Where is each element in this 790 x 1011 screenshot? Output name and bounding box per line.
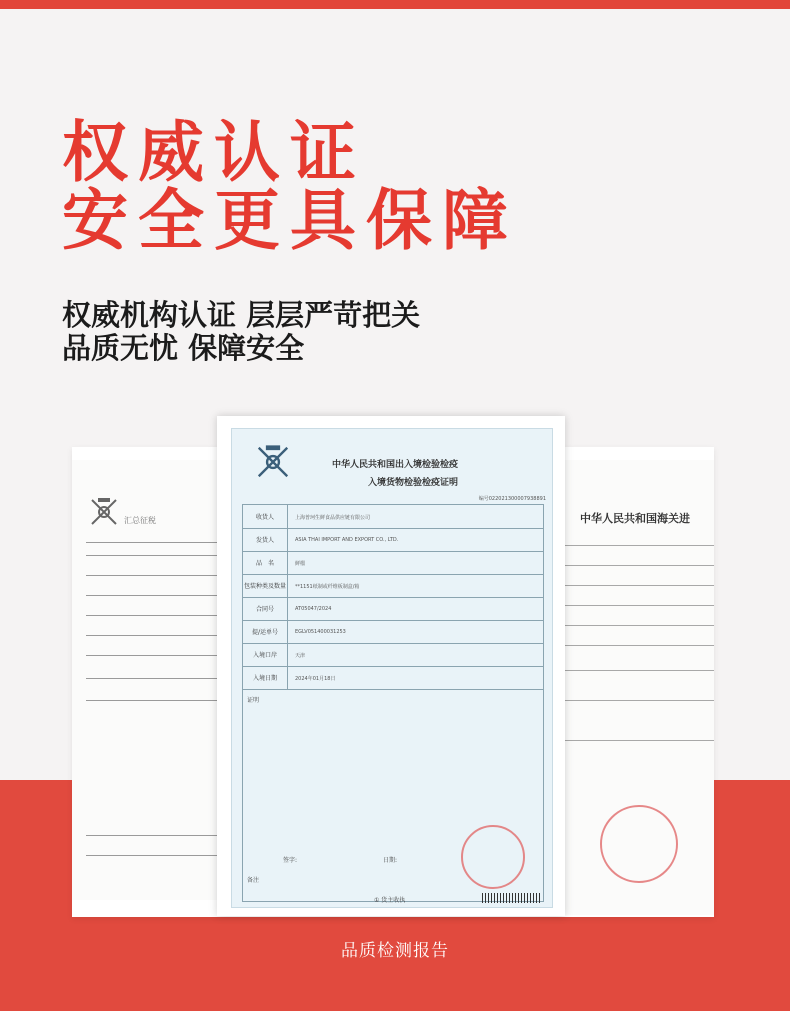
certificate-number: 编号022021300007938891 xyxy=(478,496,546,502)
table-row xyxy=(243,666,543,690)
certificate-paper xyxy=(231,428,553,908)
subtitle-line-2: 品质无忧 保障安全 xyxy=(62,331,305,365)
divider xyxy=(86,615,220,616)
divider xyxy=(86,575,220,576)
top-accent-bar xyxy=(0,0,790,9)
table-row xyxy=(243,574,543,598)
divider xyxy=(86,700,220,701)
divider xyxy=(560,605,714,606)
divider xyxy=(560,565,714,566)
divider xyxy=(560,700,714,701)
center-doc-title: 中华人民共和国出入境检验检疫 xyxy=(332,460,459,470)
row-value: AT05047/2024 xyxy=(295,606,332,612)
row-label: 合同号 xyxy=(243,597,288,620)
table-row xyxy=(243,505,543,529)
table-row xyxy=(243,620,543,644)
headline-line-2: 安全更具保障 xyxy=(62,182,518,259)
row-label: 品 名 xyxy=(243,551,288,574)
barcode xyxy=(482,893,542,903)
row-label: 提/运单号 xyxy=(243,620,288,643)
table-row xyxy=(243,551,543,575)
divider xyxy=(560,625,714,626)
table-row xyxy=(243,597,543,621)
divider xyxy=(560,740,714,741)
row-label: 发货人 xyxy=(243,528,288,551)
row-value: EGLV051400031253 xyxy=(295,629,346,635)
footer-note: ① 货主收执 xyxy=(374,897,406,904)
divider xyxy=(560,545,714,546)
certificate-center xyxy=(217,416,565,916)
divider xyxy=(560,670,714,671)
divider xyxy=(86,635,220,636)
row-label: 入境日期 xyxy=(243,666,288,689)
right-doc-title: 中华人民共和国海关进 xyxy=(580,512,690,525)
row-label: 包装种类及数量 xyxy=(243,574,288,597)
certificate-right xyxy=(560,460,714,915)
certificate-table xyxy=(242,504,544,902)
row-value: 天津 xyxy=(295,653,306,659)
divider xyxy=(560,585,714,586)
divider xyxy=(86,655,220,656)
subtitle-line-1: 权威机构认证 层层严苛把关 xyxy=(62,298,421,332)
divider xyxy=(86,835,220,836)
divider xyxy=(86,555,220,556)
official-stamp xyxy=(600,805,678,883)
divider xyxy=(560,645,714,646)
row-value: 上海普珂生鲜食品供应链有限公司 xyxy=(295,515,371,521)
sign-label: 签字: xyxy=(283,857,298,864)
remark-label: 备注 xyxy=(247,877,260,884)
left-doc-title: 汇总征税 xyxy=(124,516,156,525)
inspection-emblem-icon xyxy=(254,443,292,481)
table-row xyxy=(243,528,543,552)
note-label: 证明 xyxy=(247,697,260,704)
official-stamp xyxy=(461,825,525,889)
row-value: **1151纸制或纤维板制盒/箱 xyxy=(295,584,360,590)
certificate-left xyxy=(72,460,220,900)
row-value: 鲜榴 xyxy=(295,561,306,567)
row-label: 收货人 xyxy=(243,505,288,528)
divider xyxy=(86,678,220,679)
customs-emblem-icon xyxy=(88,496,120,528)
table-row xyxy=(243,643,543,667)
row-label: 入境口岸 xyxy=(243,643,288,666)
row-value: 2024年01月18日 xyxy=(295,676,336,682)
caption: 品质检测报告 xyxy=(341,941,449,961)
divider xyxy=(86,855,220,856)
divider xyxy=(86,595,220,596)
divider xyxy=(86,542,220,543)
center-doc-subtitle: 入境货物检验检疫证明 xyxy=(368,478,459,488)
date-label: 日期: xyxy=(383,857,398,864)
row-value: ASIA THAI IMPORT AND EXPORT CO., LTD. xyxy=(295,537,399,543)
headline-line-1: 权威认证 xyxy=(62,114,366,191)
